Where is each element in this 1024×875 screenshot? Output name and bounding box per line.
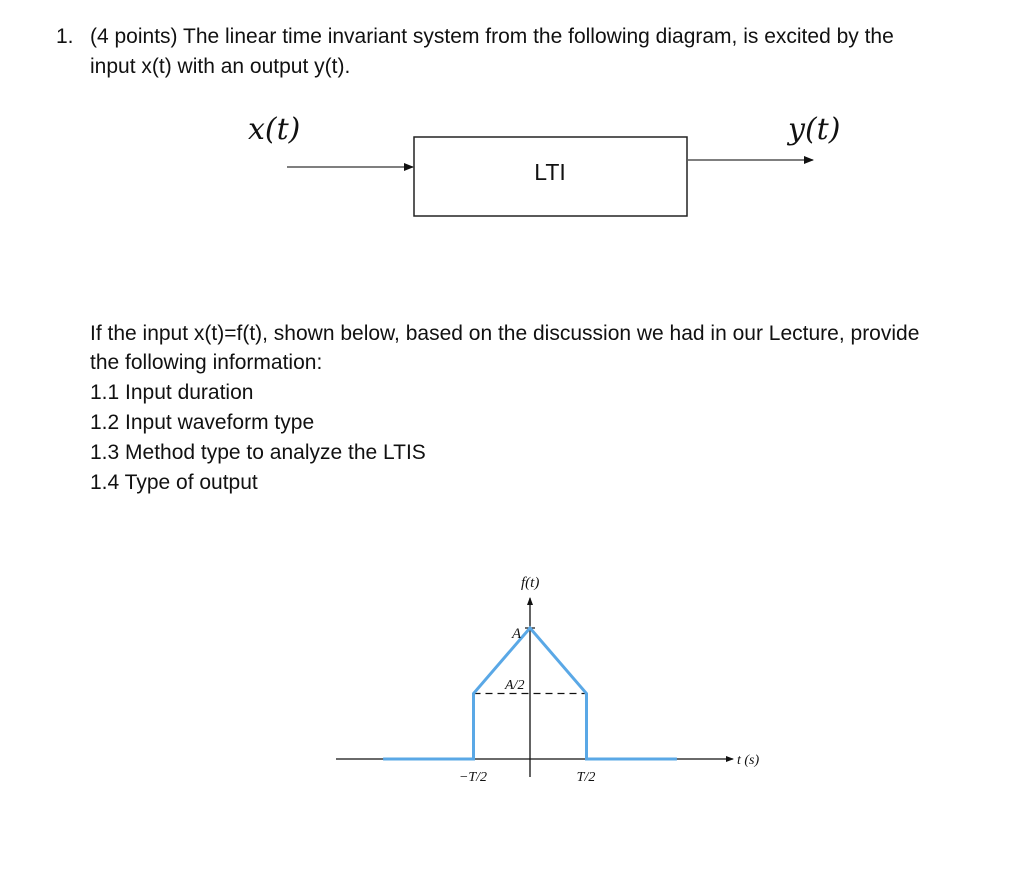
pos-tick-label: T/2 (576, 770, 596, 785)
lti-block-label: LTI (534, 159, 566, 185)
peak-label: A (512, 626, 522, 642)
question-line-1: (4 points) The linear time invariant system from the following diagram, is excited by the (90, 25, 894, 48)
prompt-line-1: If the input x(t)=f(t), shown below, based on the discussion we had in our Lecture, provide (90, 322, 920, 345)
question-line-2: input x(t) with an output y(t). (90, 55, 351, 78)
half-level-label: A/2 (505, 678, 525, 693)
x-axis-label: t (s) (737, 753, 760, 768)
output-signal-label: y(t) (788, 112, 841, 147)
input-signal-label: x(t) (248, 112, 301, 147)
question-number: 1. (56, 25, 74, 48)
item-waveform-type: 1.2 Input waveform type (90, 411, 315, 434)
neg-tick-label: −T/2 (458, 770, 488, 785)
item-output-type: 1.4 Type of output (90, 471, 258, 494)
prompt-line-2: the following information: (90, 351, 323, 374)
y-axis-label: f(t) (521, 575, 540, 591)
item-method-type: 1.3 Method type to analyze the LTIS (90, 441, 426, 464)
item-input-duration: 1.1 Input duration (90, 381, 254, 404)
